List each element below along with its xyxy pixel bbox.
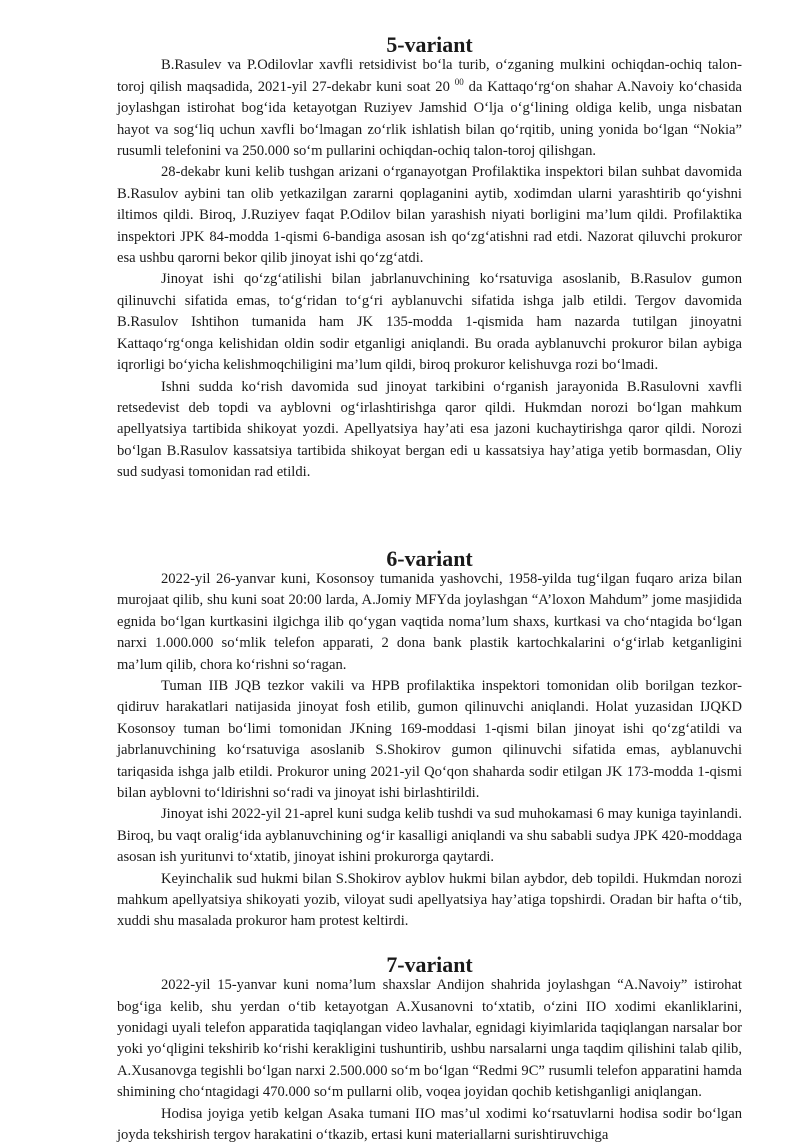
paragraph-5-2: 28-dekabr kuni kelib tushgan arizani o‘rganayotgan Profilaktika inspektori bilan suhbat davomida B.Rasulov aybini tan olib yetkazilgan zararni qoplaganini aytib, xodimdan ularni yarashtirib qo‘yishni iltimos qildi. Biroq, J.Ruziyev faqat P.Odilov bilan yarashish niyati borligini ma’lum qildi. Profilaktika inspektori JPK 84-modda 1-qismi 6-bandiga asosan ish qo‘zg‘atishni rad etdi. Nazorat qiluvchi prokuror esa ushbu qarorni bekor qilib jinoyat ishi qo‘zg‘atdi. — [117, 164, 742, 267]
paragraph-6-4: Keyinchalik sud hukmi bilan S.Shokirov ayblov hukmi bilan aybdor, deb topildi. Hukmdan norozi mahkum apellyatsiya shikoyati yozib, viloyat sudi apellyatsiya hay’atiga topshirdi. Oradan bir hafta o‘tib, xuddi shu masalada prokuror ham protest keltirdi. — [117, 870, 742, 930]
paragraph-6-1: 2022-yil 26-yanvar kuni, Kosonsoy tumanida yashovchi, 1958-yilda tug‘ilgan fuqaro ariza bilan murojaat qilib, shu kuni soat 20:00 larda, A.Jomiy MFYda joylashgan “A’loxon Mahdum” jome masjidida egnida bo‘lgan kurtkasini ilgichga ilib qo‘ygan vaqtida noma’lum shaxs, kurtkasi va cho‘ntagida bo‘lgan narxi 1.000.000 so‘mlik telefon apparati, 2 dona bank plastik kartochkalarini o‘g‘irlab ketganligini ma’lum qilib, chora ko‘rishni so‘ragan. — [117, 570, 742, 673]
section-title-5-variant: 5-variant — [386, 32, 473, 57]
section-spacer — [117, 484, 742, 548]
document-page — [117, 34, 742, 1147]
paragraph-6-2: Tuman IIB JQB tezkor vakili va HPB profilaktika inspektori tomonidan olib borilgan tezkor-qidiruv harakatlari natijasida jinoyat fosh etilib, gumon qilinuvchi aniqlandi. Holat yuzasidan IJQKD Kosonsoy tuman bo‘limi tomonidan JKning 169-moddasi 1-qismi bilan jinoyat ishi qo‘zg‘atildi va jabrlanuvchining ko‘rsatuviga asoslanib S.Shokirov gumon qilinuvchi sifatida emas, ayblanuvchi tariqasida ishga jalb etildi. Prokuror uning 2021-yil Qo‘qon shaharda sodir etilgan JK 173-modda 1-qismi bilan ayblovni to‘ldirishni so‘radi va jinoyat ishi birlashtirildi. — [117, 677, 742, 801]
paragraph-7-1: 2022-yil 15-yanvar kuni noma’lum shaxslar Andijon shahrida joylashgan “A.Navoiy” istirohat bog‘iga kelib, shu yerdan o‘tib ketayotgan A.Xusanovni to‘xtatib, o‘zini IIO xodimi ekanliklarini, yonidagi uyali telefon apparatida taqiqlangan video lavhalar, egnidagi kiyimlarida taqiqlangan narsalar bor yoki yo‘qligini tekshirib ko‘rishi kerakligini tushuntirib, ushbu narsalarni unga taqdim qilishini talab qilib, A.Xusanovga tegishli bo‘lgan narxi 2.500.000 so‘m bo‘lgan “Redmi 9C” rusumli telefon apparatini hamda shimining cho‘ntagidagi 470.000 so‘m pullarni olib, voqea joyidan qochib ketishganligi aniqlangan. — [117, 977, 742, 1101]
time-superscript: 00 — [454, 76, 464, 87]
paragraph-7-2: Hodisa joyiga yetib kelgan Asaka tumani IIO mas’ul xodimi ko‘rsatuvlarni hodisa sodir bo‘lgan joyda tekshirish tergov harakatini o‘tkazib, ertasi kuni materiallarni surishtiruvchiga — [117, 1105, 742, 1144]
paragraph-5-1-start: B.Rasulev va P.Odilovlar xavfli retsidivist bo‘la turib, o‘zganing mulkini ochiqdan-ochiq talon-toroj qilish maqsadida, 2021-yil 27-dekabr kuni soat 20 — [117, 57, 742, 95]
section-title-7-variant: 7-variant — [386, 951, 473, 977]
paragraph-5-1 — [117, 55, 742, 162]
paragraph-6-3: Jinoyat ishi 2022-yil 21-aprel kuni sudga kelib tushdi va sud muhokamasi 6 may kuniga tayinlandi. Biroq, bu vaqt oralig‘ida ayblanuvchining og‘ir kasalligi aniqlandi va shu sababli sudya JPK 420-moddaga asosan ish yuritunvi to‘xtatib, jinoyat ishini prokurorga qaytardi. — [117, 806, 742, 866]
paragraph-5-4: Ishni sudda ko‘rish davomida sud jinoyat tarkibini o‘rganish jarayonida B.Rasulovni xavfli retsedevist deb topdi va ayblovni og‘irlashtirishga qaror qildi. Hukmdan norozi bo‘lgan mahkum apellyatsiya tartibida shikoyat yozdi. Apellyatsiya hay’ati esa jazoni kuchaytirishga qaror qildi. Norozi bo‘lgan B.Rasulov kassatsiya tartibida shikoyat bergan edi u kassatsiya hay’atiga yetib bormasdan, Oliy sud sudyasi tomonidan rad etildi. — [117, 378, 742, 481]
section-title-6-variant: 6-variant — [386, 545, 473, 571]
paragraph-5-1-end: da Kattaqo‘rg‘on shahar A.Navoiy ko‘chasida joylashgan istirohat bog‘ida ketayotgan Ruziyev Jamshid O‘lja o‘g‘lining oldiga kelib, unga nisbatan hayot va sog‘liq uchun xavfli bo‘lmagan zo‘rlik ishlatish bilan qo‘rqitib, uning yonida bo‘lgan “Nokia” rusumli telefonini va 250.000 so‘m pullarini ochiqdan-ochiq talon-toroj qilishgan. — [117, 78, 742, 160]
section-spacer — [117, 933, 742, 954]
paragraph-5-3: Jinoyat ishi qo‘zg‘atilishi bilan jabrlanuvchining ko‘rsatuviga asoslanib, B.Rasulov gumon qilinuvchi sifatida emas, to‘g‘ridan to‘g‘ri ayblanuvchi sifatida ishga jalb etildi. Tergov davomida B.Rasulov Ishtihon tumanida ham JK 135-modda 1-qismida ham nazarda tutilgan jinoyatni Kattaqo‘rg‘onga kelishidan oldin sodir etganligi aniqlandi. Bu orada ayblanuvchi prokuror bilan aybiga iqrorligi bo‘yicha kelishmoqchiligini ma’lum qildi, biroq prokuror kelishuvga rozi bo‘lmadi. — [117, 271, 742, 374]
